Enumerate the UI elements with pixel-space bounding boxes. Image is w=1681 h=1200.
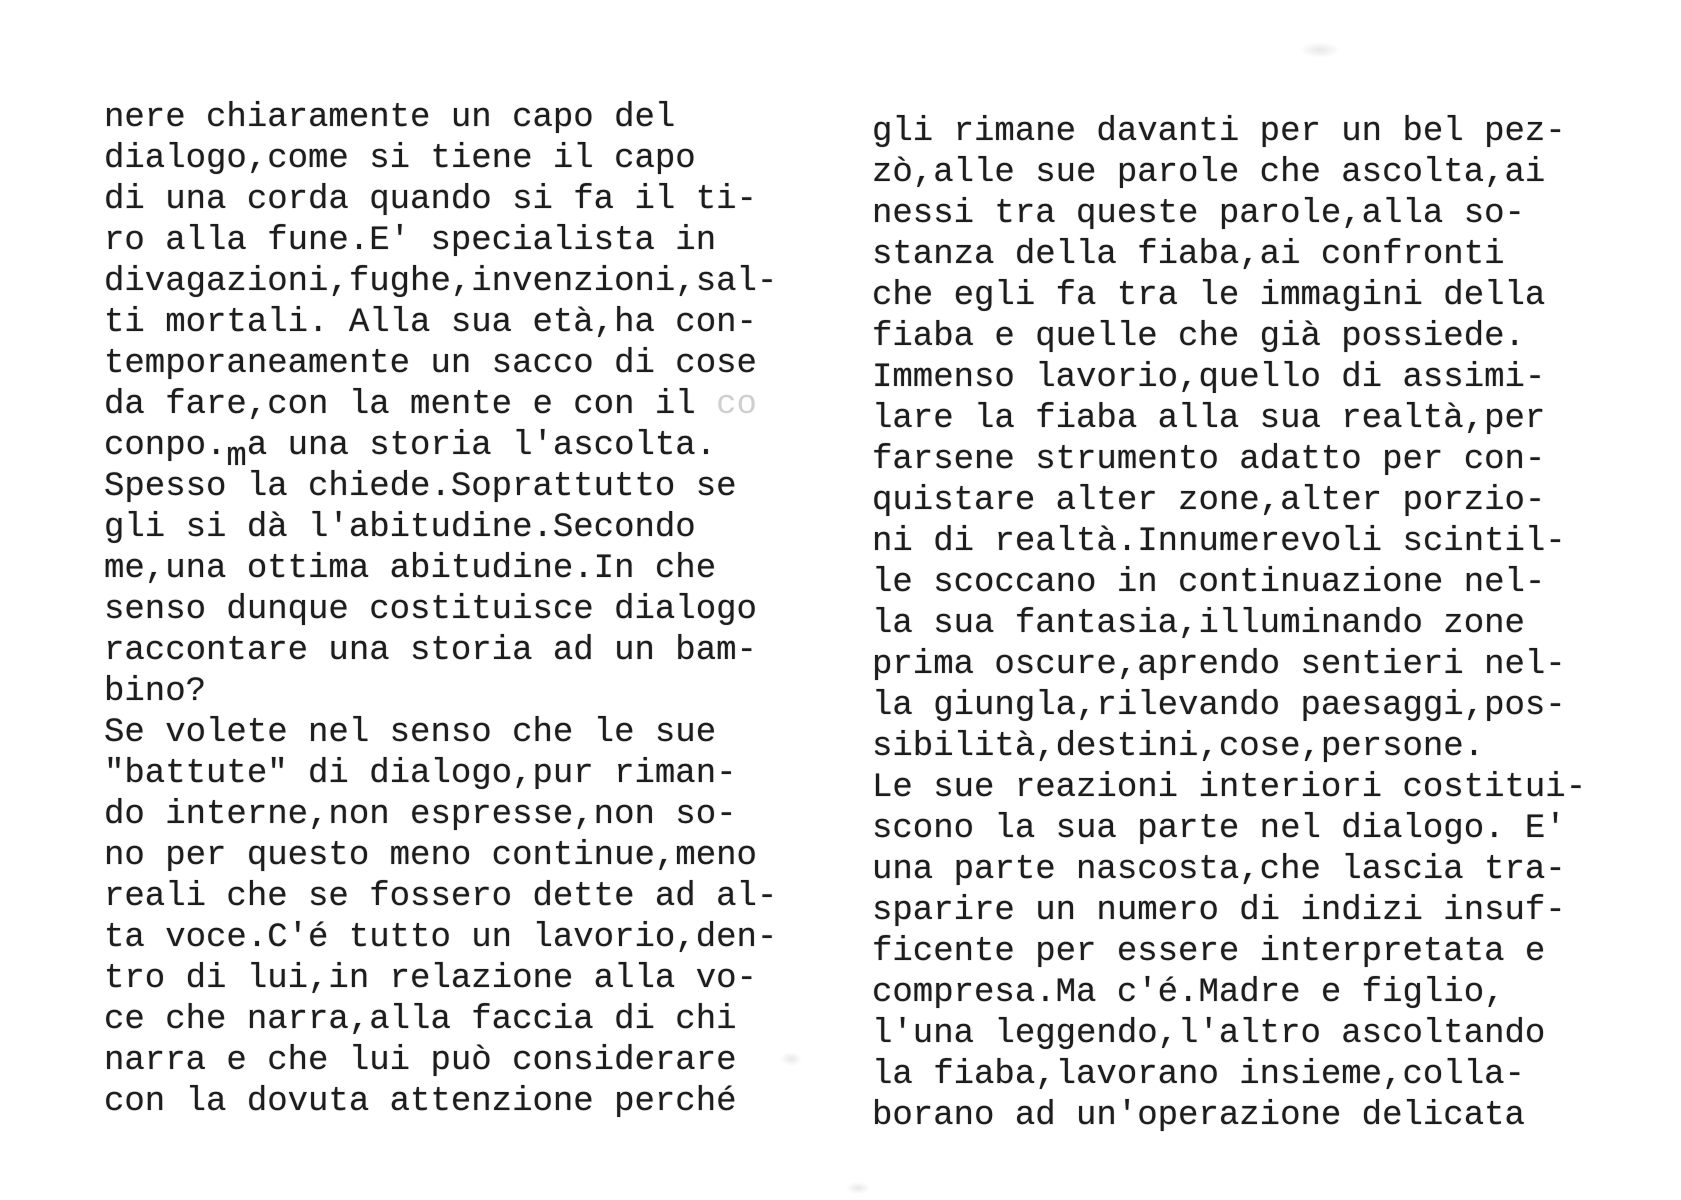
text-line: con la dovuta attenzione perché (104, 1083, 737, 1121)
text-line: gli rimane davanti per un bel pez- (872, 113, 1566, 151)
line-text: da fare,con la mente e con il (104, 386, 717, 424)
text-line: dialogo,come si tiene il capo (104, 140, 696, 178)
text-line: una parte nascosta,che lascia tra- (872, 851, 1566, 889)
text-line: tro di lui,in relazione alla vo- (104, 960, 757, 998)
text-line: ro alla fune.E' specialista in (104, 222, 717, 260)
text-line: quistare alter zone,alter porzio- (872, 482, 1546, 520)
text-line: me,una ottima abitudine.In che (104, 550, 717, 588)
dropped-character: m (226, 438, 247, 476)
line-text: a una storia l'ascolta. (246, 427, 717, 465)
text-line: prima oscure,aprendo sentieri nel- (872, 646, 1566, 684)
text-line: sibilità,destini,cose,persone. (872, 728, 1485, 766)
text-line: di una corda quando si fa il ti- (104, 181, 757, 219)
left-text-column (104, 98, 777, 1123)
line-text: conpo. (104, 427, 227, 465)
text-line: ce che narra,alla faccia di chi (104, 1001, 737, 1039)
text-line: divagazioni,fughe,invenzioni,sal- (104, 263, 778, 301)
text-line: farsene strumento adatto per con- (872, 441, 1546, 479)
right-text-column (872, 112, 1586, 1137)
text-line: nessi tra queste parole,alla so- (872, 195, 1525, 233)
text-line (104, 385, 777, 426)
text-line: la fiaba,lavorano insieme,colla- (872, 1056, 1525, 1094)
text-line: gli si dà l'abitudine.Secondo (104, 509, 696, 547)
text-line: Immenso lavorio,quello di assimi- (872, 359, 1546, 397)
text-line: scono la sua parte nel dialogo. E' (872, 810, 1566, 848)
text-line: Spesso la chiede.Soprattutto se (104, 468, 737, 506)
text-line: do interne,non espresse,non so- (104, 796, 737, 834)
text-line: ficente per essere interpretata e (872, 933, 1546, 971)
text-line: nere chiaramente un capo del (104, 99, 676, 137)
text-line: che egli fa tra le immagini della (872, 277, 1546, 315)
text-line: Le sue reazioni interiori costitui- (872, 769, 1587, 807)
text-line: sparire un numero di indizi insuf- (872, 892, 1566, 930)
text-line (104, 426, 777, 476)
text-line: bino? (104, 673, 207, 711)
text-line: ni di realtà.Innumerevoli scintil- (872, 523, 1566, 561)
text-line: l'una leggendo,l'altro ascoltando (872, 1015, 1546, 1053)
scan-smudge (846, 1182, 870, 1194)
text-line: no per questo meno continue,meno (104, 837, 757, 875)
text-line: la sua fantasia,illuminando zone (872, 605, 1525, 643)
text-line: raccontare una storia ad un bam- (104, 632, 757, 670)
text-line: Se volete nel senso che le sue (104, 714, 717, 752)
text-line: fiaba e quelle che già possiede. (872, 318, 1525, 356)
text-line: zò,alle sue parole che ascolta,ai (872, 154, 1546, 192)
erased-ghost-text: co (716, 386, 757, 424)
text-line: borano ad un'operazione delicata (872, 1097, 1525, 1135)
text-line: le scoccano in continuazione nel- (872, 564, 1546, 602)
text-line: stanza della fiaba,ai confronti (872, 236, 1505, 274)
text-line: senso dunque costituisce dialogo (104, 591, 757, 629)
text-line: reali che se fossero dette ad al- (104, 878, 778, 916)
text-line: ta voce.C'é tutto un lavorio,den- (104, 919, 778, 957)
text-line: "battute" di dialogo,pur riman- (104, 755, 737, 793)
text-line: compresa.Ma c'é.Madre e figlio, (872, 974, 1505, 1012)
scan-smudge (1300, 42, 1340, 58)
text-line: temporaneamente un sacco di cose (104, 345, 757, 383)
text-line: narra e che lui può considerare (104, 1042, 737, 1080)
scan-smudge (780, 1052, 802, 1066)
text-line: lare la fiaba alla sua realtà,per (872, 400, 1546, 438)
text-line: ti mortali. Alla sua età,ha con- (104, 304, 757, 342)
text-line: la giungla,rilevando paesaggi,pos- (872, 687, 1566, 725)
